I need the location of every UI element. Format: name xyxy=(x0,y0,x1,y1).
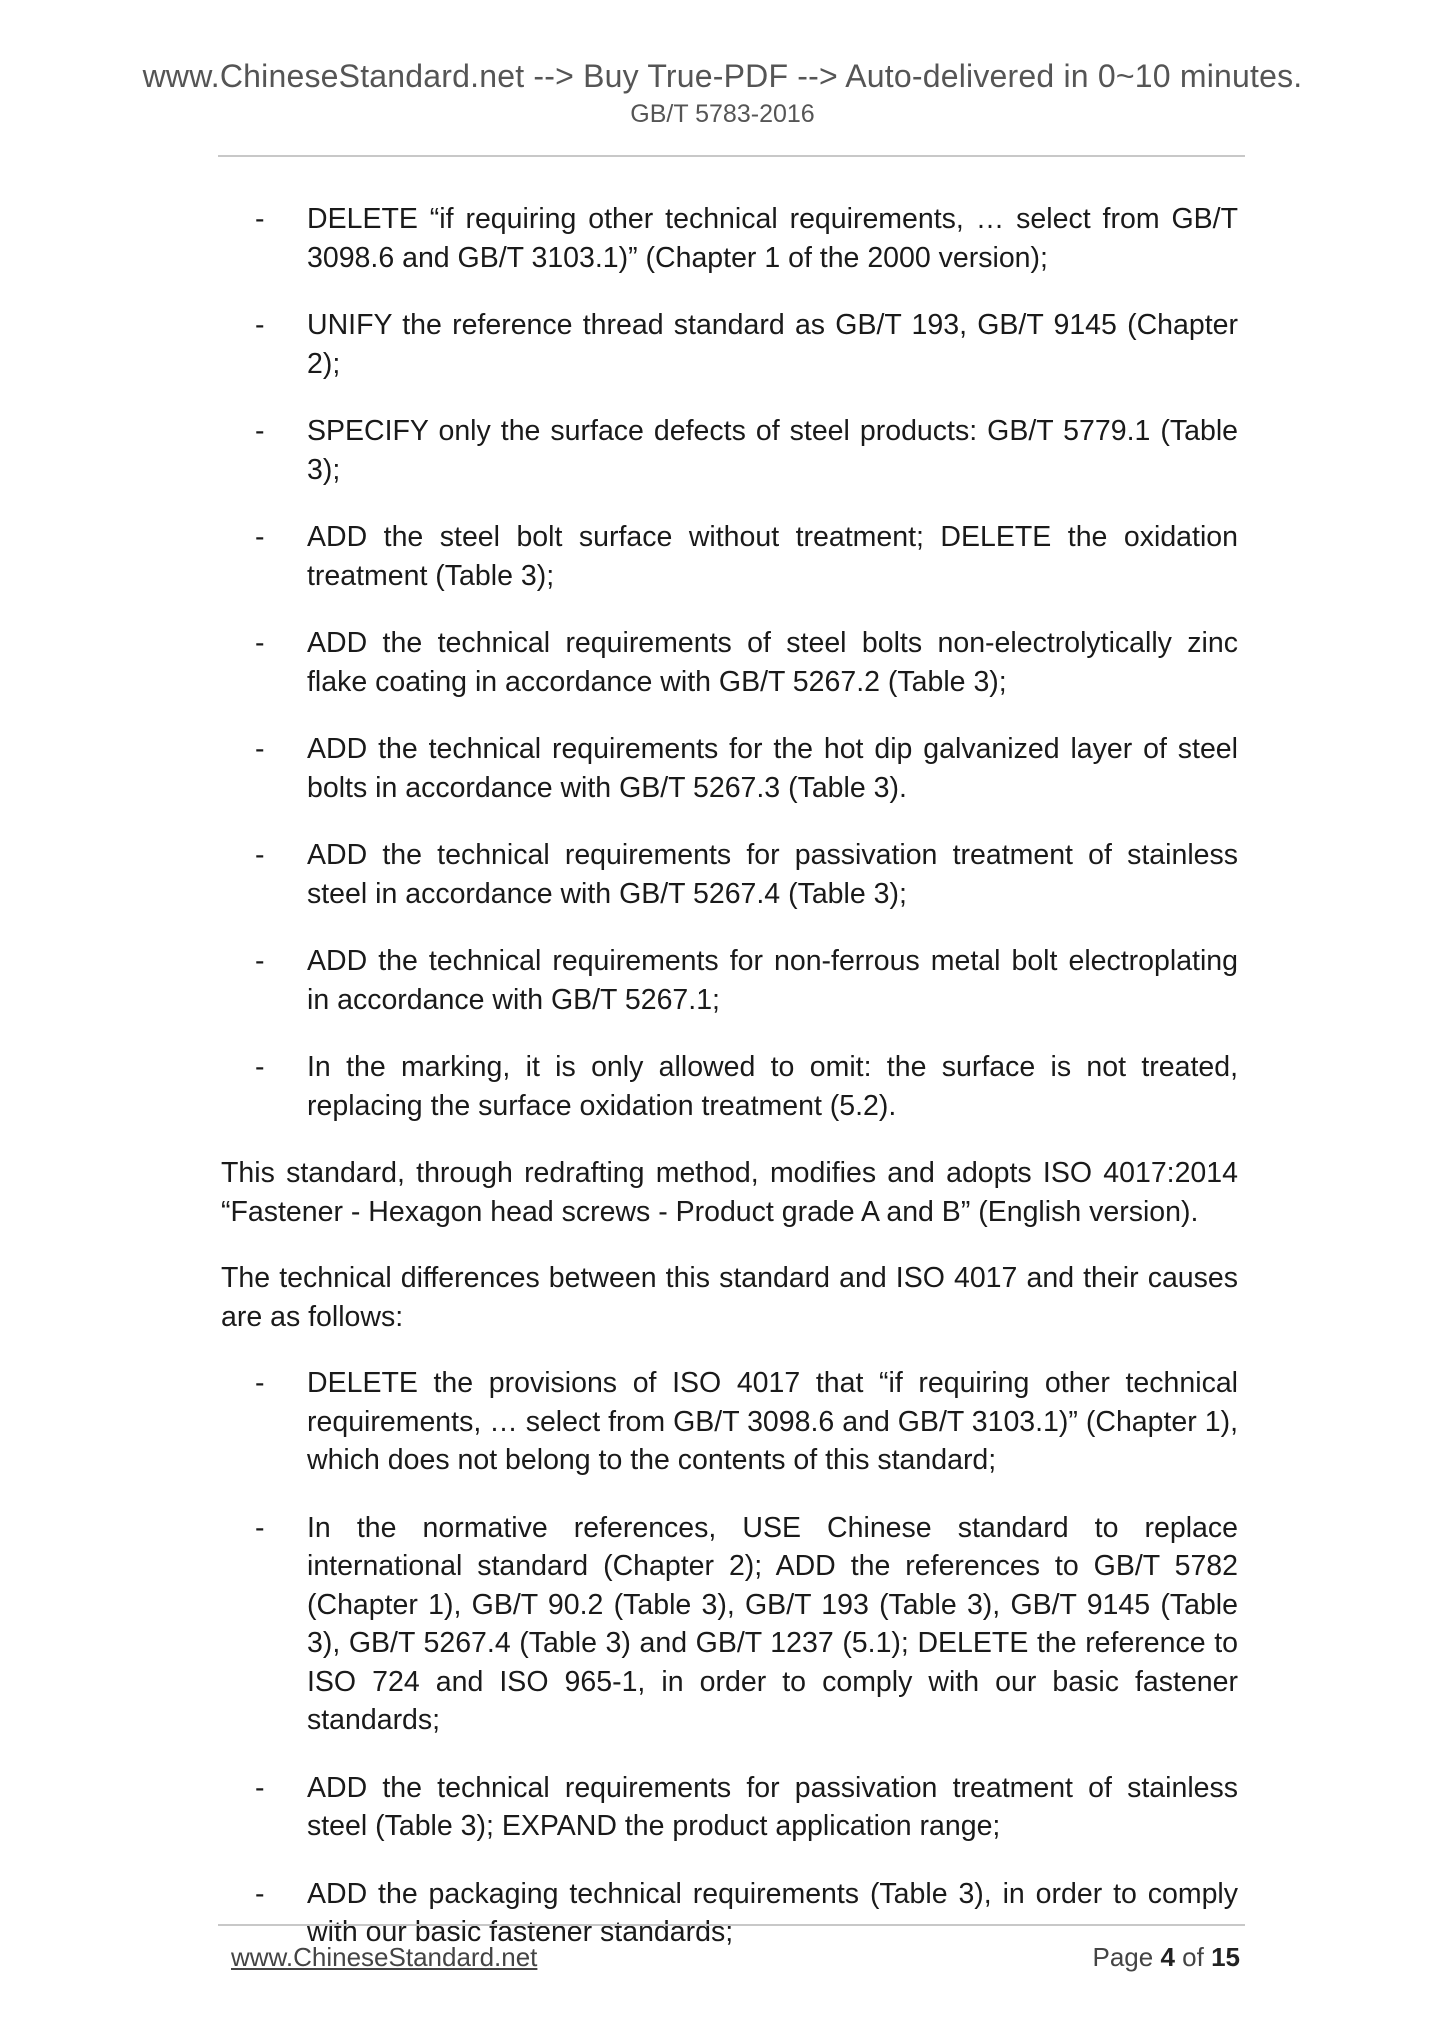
dash-marker: - xyxy=(255,1877,265,1910)
list-item-text: UNIFY the reference thread standard as GB/T 193, GB/T 9145 (Chapter 2); xyxy=(307,309,1238,380)
list-item xyxy=(255,1509,1238,1740)
list-item xyxy=(255,306,1238,383)
dash-marker: - xyxy=(255,309,265,341)
list-item-text: ADD the technical requirements for the hot dip galvanized layer of steel bolts in accordance with GB/T 5267.3 (Table 3). xyxy=(307,733,1238,804)
list-item-text: DELETE the provisions of ISO 4017 that “if requiring other technical requirements, … select from GB/T 3098.6 and GB/T 3103.1)” (Chapter 1), which does not belong to the contents of this standard; xyxy=(307,1367,1238,1476)
adoption-paragraph: This standard, through redrafting method, modifies and adopts ISO 4017:2014 “Fastener - Hexagon head screws - Product grade A and B” (English version). xyxy=(221,1157,1238,1228)
dash-marker: - xyxy=(255,733,265,765)
dash-marker: - xyxy=(255,1051,265,1083)
dash-marker: - xyxy=(255,1367,265,1399)
list-item xyxy=(255,1364,1238,1480)
list-item-text: In the marking, it is only allowed to omit: the surface is not treated, replacing the surface oxidation treatment (5.2). xyxy=(307,1051,1238,1122)
list-item-text: ADD the technical requirements for passivation treatment of stainless steel (Table 3); EXPAND the product application range; xyxy=(307,1771,1238,1842)
list-item xyxy=(255,1875,1238,1952)
dash-marker: - xyxy=(255,1771,265,1804)
list-item xyxy=(255,200,1238,277)
list-item xyxy=(255,942,1238,1019)
list-item-text: DELETE “if requiring other technical requirements, … select from GB/T 3098.6 and GB/T 3103.1)” (Chapter 1 of the 2000 version); xyxy=(307,203,1238,274)
list-item-text: ADD the packaging technical requirements (Table 3), in order to comply with our basic fastener standards; xyxy=(307,1877,1238,1948)
list-item xyxy=(255,412,1238,489)
amendments-list xyxy=(221,200,1238,1125)
page-current: 4 xyxy=(1160,1942,1175,1972)
list-item xyxy=(255,1769,1238,1846)
dash-marker: - xyxy=(255,415,265,447)
header-divider xyxy=(218,155,1245,157)
differences-list xyxy=(221,1364,1238,1952)
document-body xyxy=(221,200,1238,1981)
list-item-text: ADD the technical requirements for passivation treatment of stainless steel in accordance with GB/T 5267.4 (Table 3); xyxy=(307,839,1238,910)
footer-divider xyxy=(218,1924,1245,1926)
list-item-text: ADD the steel bolt surface without treatment; DELETE the oxidation treatment (Table 3); xyxy=(307,521,1238,592)
page-indicator xyxy=(1092,1942,1240,1973)
list-item-text: ADD the technical requirements of steel bolts non-electrolytically zinc flake coating in accordance with GB/T 5267.2 (Table 3); xyxy=(307,627,1238,698)
list-item-text: ADD the technical requirements for non-ferrous metal bolt electroplating in accordance with GB/T 5267.1; xyxy=(307,945,1238,1016)
dash-marker: - xyxy=(255,627,265,659)
standard-number: GB/T 5783-2016 xyxy=(630,100,815,128)
list-item xyxy=(255,836,1238,913)
dash-marker: - xyxy=(255,521,265,553)
differences-paragraph: The technical differences between this standard and ISO 4017 and their causes are as follows: xyxy=(221,1262,1238,1333)
dash-marker: - xyxy=(255,839,265,871)
header-banner: www.ChineseStandard.net --> Buy True-PDF --> Auto-delivered in 0~10 minutes. xyxy=(142,58,1303,94)
list-item xyxy=(255,624,1238,701)
list-item xyxy=(255,730,1238,807)
footer-website-link[interactable]: www.ChineseStandard.net xyxy=(231,1942,538,1972)
list-item-text: SPECIFY only the surface defects of steel products: GB/T 5779.1 (Table 3); xyxy=(307,415,1238,486)
page-header xyxy=(0,56,1445,130)
list-item xyxy=(255,518,1238,595)
page-total: 15 xyxy=(1211,1942,1240,1972)
list-item xyxy=(255,1048,1238,1125)
dash-marker: - xyxy=(255,1511,265,1544)
page-label: Page xyxy=(1092,1942,1154,1972)
page-of: of xyxy=(1182,1942,1204,1972)
dash-marker: - xyxy=(255,203,265,235)
dash-marker: - xyxy=(255,945,265,977)
list-item-text: In the normative references, USE Chinese standard to replace international standard (Chapter 2); ADD the references to GB/T 5782 (Chapter 1), GB/T 90.2 (Table 3), GB/T 193 (Table 3), GB/T 9145 (Table 3), GB/T 5267.4 (Table 3) and GB/T 1237 (5.1); DELETE the reference to ISO 724 and ISO 965-1, in order to comply with our basic fastener standards; xyxy=(307,1511,1238,1736)
